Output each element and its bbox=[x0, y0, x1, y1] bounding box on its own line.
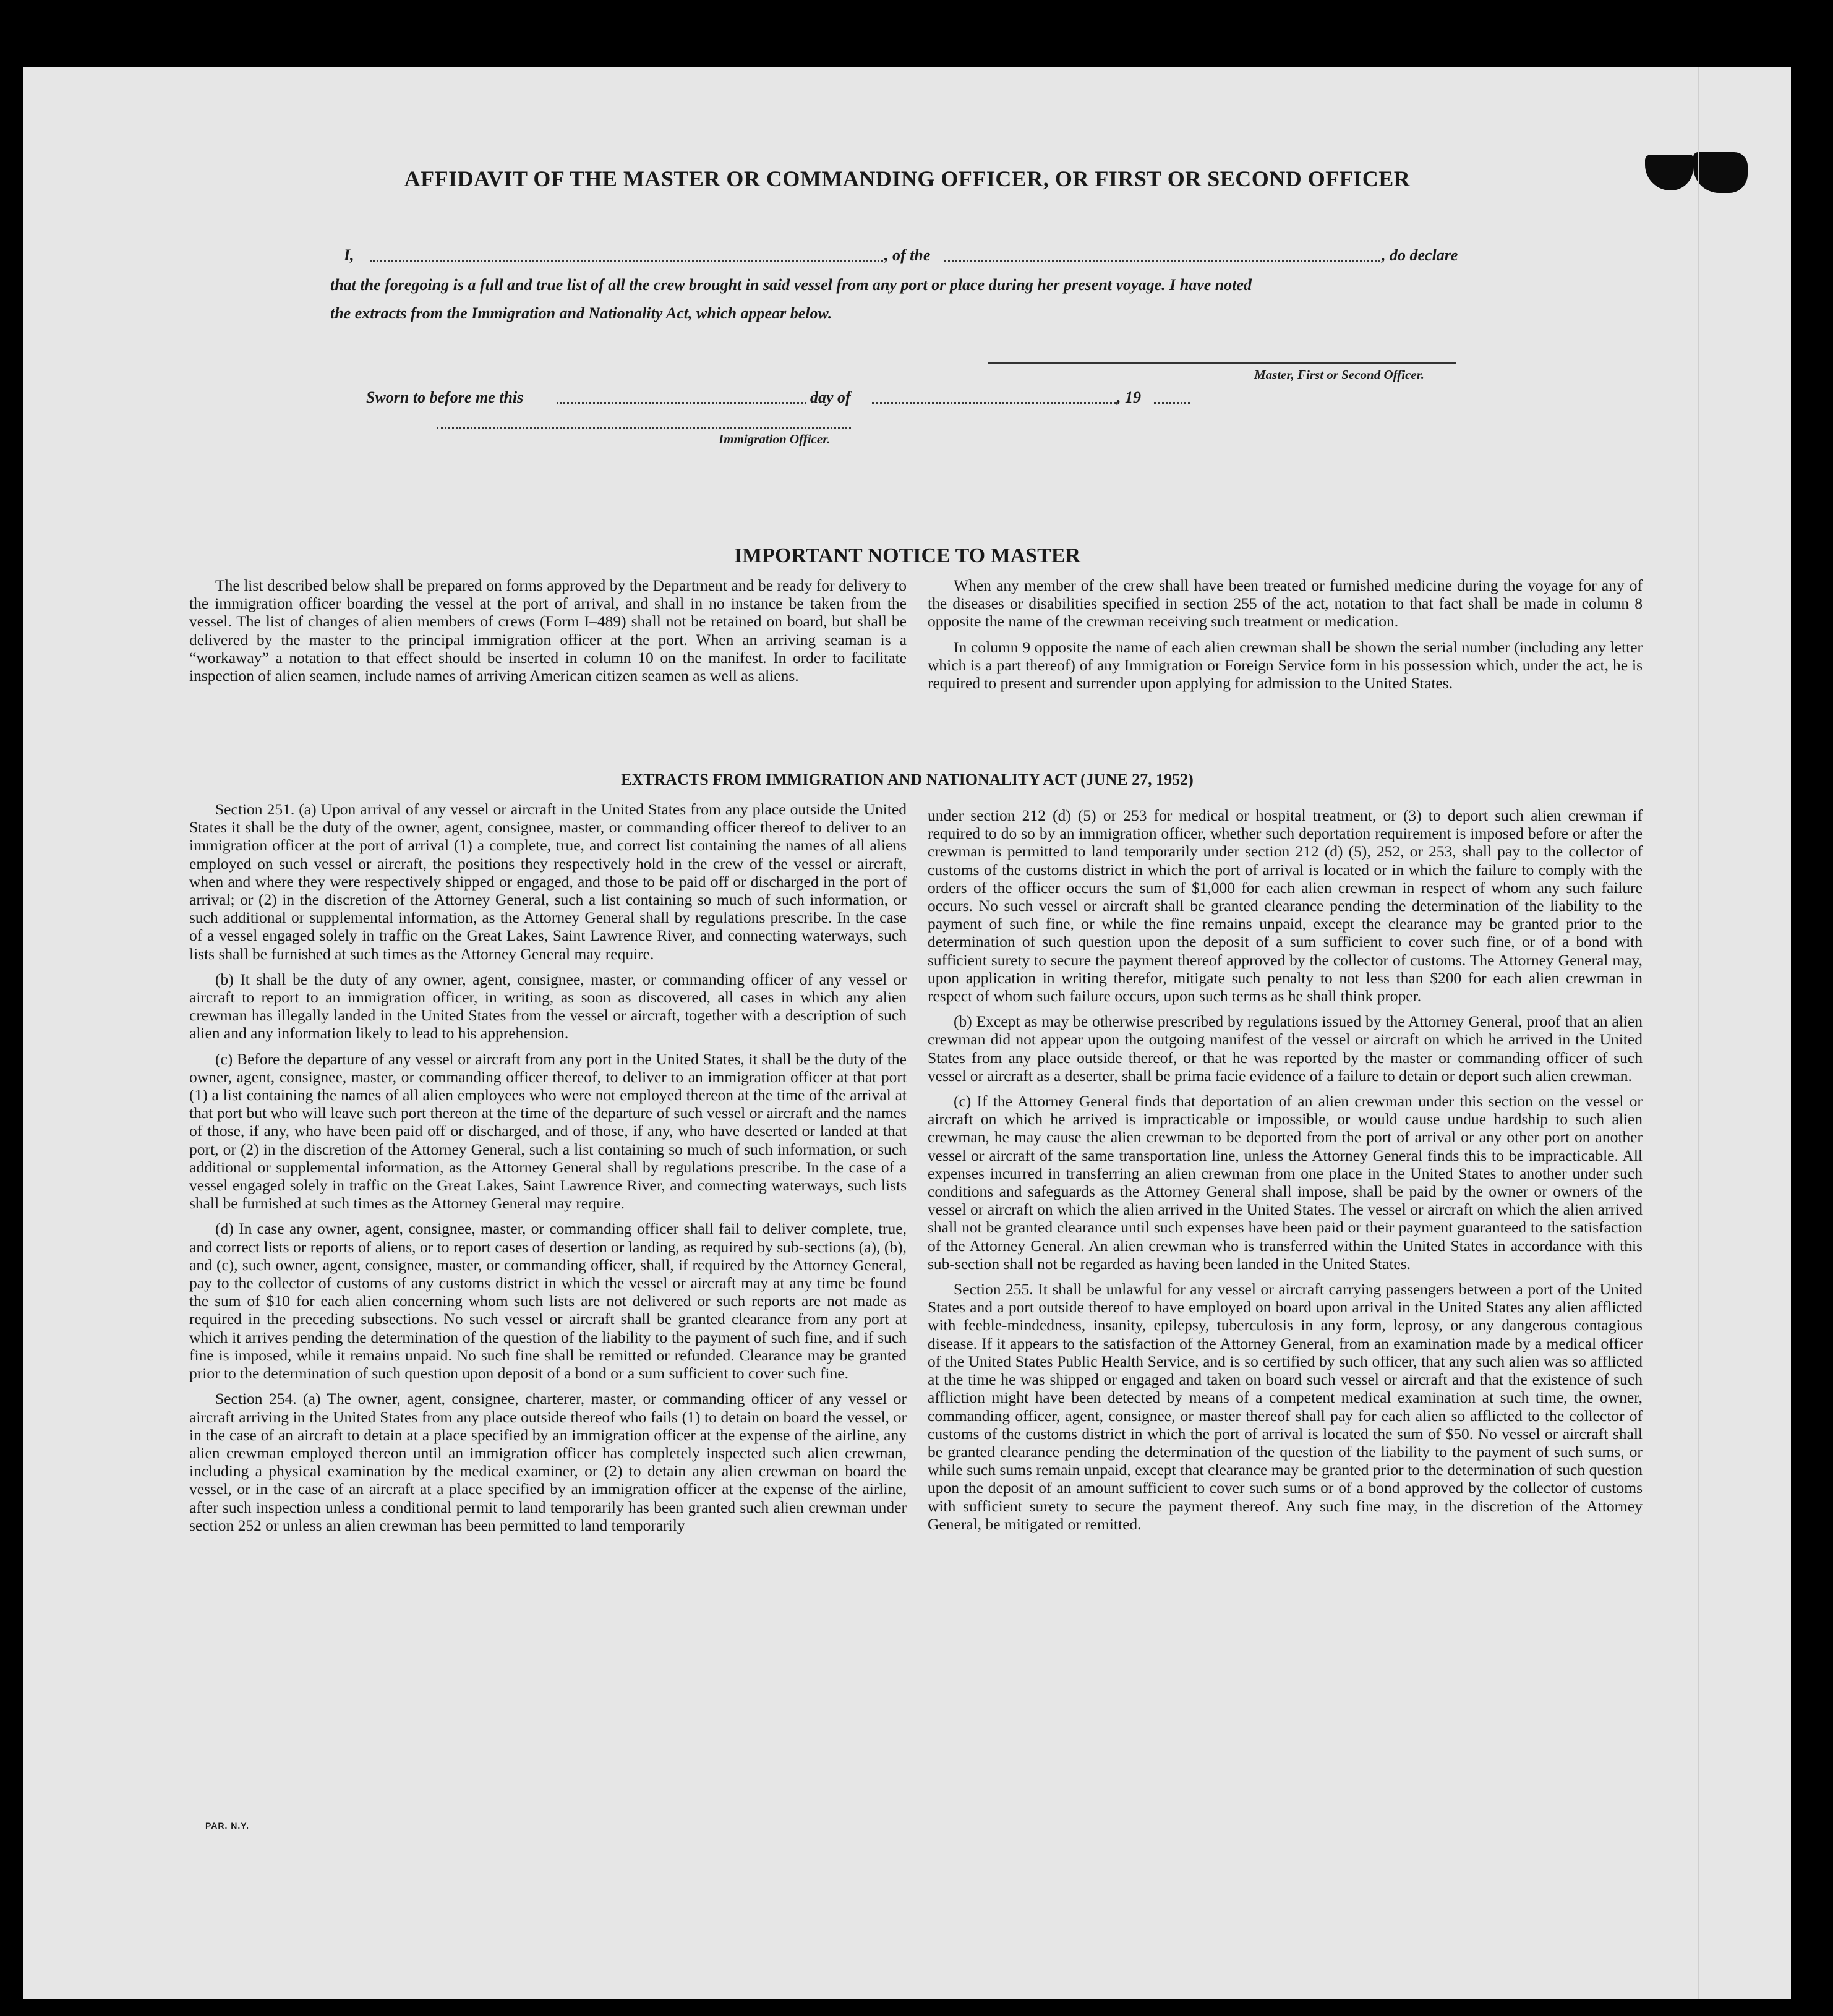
section-254-a: Section 254. (a) The owner, agent, consignee, charterer, master, or commanding officer of any vessel or aircraft arriving in the United States from any place outside thereof who fails (1) to detain on board the vessel, or in the case of an aircraft to detain at a place specified by an immigration officer at the expense of the airline, any alien crewman employed thereon until an immigration officer has completely inspected such alien crewman, including a physical examination by the medical examiner, or (2) to detain any alien crewman on board the vessel, or in the case of an aircraft at a place specified by an immigration officer at the expense of the airline, after such inspection unless a conditional permit to land temporarily has been granted such alien crewman under section 252 or unless an alien crewman has been permitted to land temporarily bbox=[189, 1390, 907, 1534]
name-blank[interactable] bbox=[370, 260, 883, 262]
section-255: Section 255. It shall be unlawful for any vessel or aircraft carrying passengers between a port of the United States and a port outside thereof to have employed on board upon arrival in the United States any alien afflicted with feeble-mindedness, insanity, epilepsy, tuberculosis in any form, leprosy, or any dangerous contagious disease. If it appears to the satisfaction of the Attorney General, from an examination made by a medical officer of the United States Public Health Service, and is so certified by such officer, that any such alien was so afflicted at the time he was shipped or engaged and taken on board such vessel or aircraft and that the existence of such affliction might have been detected by means of a competent medical examination at such time, the owner, commanding officer, agent, consignee, or master thereof shall pay for each alien so afflicted to the collector of customs of the customs district in which the port of arrival is located the sum of $50. No vessel or aircraft shall be granted clearance pending the determination of the question of the liability to the payment of such sums, or while such sums remain unpaid, except that clearance may be granted prior to the determination of such question upon the deposit of an amount sufficient to cover such sums or of a bond approved by the collector of customs with sufficient surety to secure the payment thereof. Any such fine may, in the discretion of the Attorney General, be mitigated or remitted. bbox=[928, 1280, 1643, 1533]
section-254-b: (b) Except as may be otherwise prescribed by regulations issued by the Attorney General, proof that an alien crewman did not appear upon the outgoing manifest of the vessel or aircraft on which he arrived in the United States from any place outside thereof, or that he was reported by the master or commanding officer of such vessel or aircraft as a deserter, shall be prima facie evidence of a failure to detain or deport such alien crewman. bbox=[928, 1012, 1643, 1085]
affidavit-title: AFFIDAVIT OF THE MASTER OR COMMANDING OFFICER, OR FIRST OR SECOND OFFICER bbox=[404, 166, 1411, 191]
sworn-month-blank[interactable] bbox=[872, 402, 1117, 404]
extracts-right-column bbox=[928, 806, 1643, 1540]
notice-left-column bbox=[189, 576, 907, 692]
declaration-do-declare: , do declare bbox=[1382, 246, 1458, 264]
section-251-b: (b) It shall be the duty of any owner, agent, consignee, master, or commanding officer of any vessel or aircraft to report to an immigration officer, in writing, as soon as discovered, all cases in which any alien crewman has illegally landed in the United States from the vessel or aircraft, together with a description of such alien and any information likely to lead to his apprehension. bbox=[189, 970, 907, 1043]
vessel-blank[interactable] bbox=[944, 260, 1380, 262]
declaration-i: I, bbox=[344, 246, 354, 264]
sworn-year: , 19 bbox=[1117, 388, 1141, 406]
immigration-officer-caption: Immigration Officer. bbox=[719, 432, 831, 446]
sworn-date-blank[interactable] bbox=[557, 402, 806, 404]
section-251-d: (d) In case any owner, agent, consignee, master, or commanding officer shall fail to deliver complete, true, and correct lists or reports of aliens, or to report cases of desertion or landing, as required by sub-sections (a), (b), and (c), such owner, agent, consignee, master, or commanding officer, shall, if required by the Attorney General, pay to the collector of customs of any customs district in which the vessel or aircraft may at any time be found the sum of $10 for each alien concerning whom such lists are not delivered or such reports are not made as required in the preceding subsections. No such vessel or aircraft shall be granted clearance from any port at which it arrives pending the determination of the question of the liability to the payment of such fine, and if such fine is imposed, while it remains unpaid. No such fine shall be remitted or refunded. Clearance may be granted prior to the determination of such question upon deposit of a bond or a sum sufficient to cover such fine. bbox=[189, 1219, 907, 1383]
section-251-a: Section 251. (a) Upon arrival of any vessel or aircraft in the United States from any place outside the United States it shall be the duty of the owner, agent, consignee, master, or commanding officer thereof to deliver to an immigration officer at the port of arrival (1) a complete, true, and correct list containing the names of all aliens employed on such vessel or aircraft, the positions they respectively hold in the crew of the vessel or aircraft, when and where they were respectively shipped or engaged, and those to be paid off or discharged in the port of arrival; or (2) in the discretion of the Attorney General, such a list containing so much of such information, or such additional or supplemental information, as the Attorney General shall by regulations prescribe. In the case of a vessel engaged solely in traffic on the Great Lakes, Saint Lawrence River, and connecting waterways, such lists shall be furnished at such times as the Attorney General may require. bbox=[189, 800, 907, 963]
sworn-day-of: day of bbox=[810, 388, 851, 406]
immigration-officer-signature-line[interactable] bbox=[437, 427, 851, 429]
sworn-prefix: Sworn to before me this bbox=[366, 388, 524, 406]
master-signature-line[interactable] bbox=[988, 362, 1456, 364]
notice-left-paragraph: The list described below shall be prepared on forms approved by the Department and be ready for delivery to the immigration officer boarding the vessel at the port of arrival, and shall in no instance be taken from the vessel. The list of changes of alien members of crews (Form I–489) shall not be retained on board, but shall be delivered by the master to the principal immigration officer at the port. When an arriving seaman is a “workaway” a notation to that effect should be inserted in column 10 on the manifest. In order to facilitate inspection of alien seamen, include names of arriving American citizen seamen as well as aliens. bbox=[189, 576, 907, 685]
printer-mark: PAR. N.Y. bbox=[205, 1821, 249, 1830]
section-251-c: (c) Before the departure of any vessel or aircraft from any port in the United States, it shall be the duty of the owner, agent, consignee, master, or commanding officer thereof, to deliver to an immigration officer at that port (1) a list containing the names of all alien employees who were not employed thereon at the time of the arrival at that port but who will leave such port thereon at the time of the departure of such vessel or aircraft and the names of those, if any, who have been paid off or discharged, and of those, if any, who have deserted or landed at that port, or (2) in the discretion of the Attorney General, such a list containing so much of such information, or such additional or supplemental information, as the Attorney General shall by regulations prescribe. In the case of a vessel engaged solely in traffic on the Great Lakes, Saint Lawrence River, and connecting waterways, such lists shall be furnished at such times as the Attorney General may require. bbox=[189, 1049, 907, 1213]
extracts-left-column bbox=[189, 800, 907, 1542]
notice-title: IMPORTANT NOTICE TO MASTER bbox=[733, 544, 1081, 567]
document-page bbox=[24, 67, 1791, 1999]
declaration-line-2: that the foregoing is a full and true list of all the crew brought in said vessel from any port or place during her present voyage. I have noted bbox=[330, 276, 1252, 294]
declaration-of-the: , of the bbox=[884, 246, 931, 264]
notice-right-paragraph-1: When any member of the crew shall have been treated or furnished medicine during the voyage for any of the diseases or disabilities specified in section 255 of the act, notation to that fact shall be made in column 8 opposite the name of the crewman receiving such treatment or medication. bbox=[928, 576, 1643, 631]
declaration-line-3: the extracts from the Immigration and Nationality Act, which appear below. bbox=[330, 304, 832, 322]
fold-line bbox=[1698, 67, 1699, 1999]
notice-right-column bbox=[928, 576, 1643, 699]
master-caption: Master, First or Second Officer. bbox=[1254, 367, 1424, 382]
sworn-year-blank[interactable] bbox=[1154, 402, 1190, 404]
extracts-title: EXTRACTS FROM IMMIGRATION AND NATIONALITY ACT (JUNE 27, 1952) bbox=[621, 771, 1194, 788]
notice-right-paragraph-2: In column 9 opposite the name of each alien crewman shall be shown the serial number (including any letter which is a part thereof) of any Immigration or Foreign Service form in his possession which, under the act, he is required to present and surrender upon applying for admission to the United States. bbox=[928, 638, 1643, 693]
section-254-c: (c) If the Attorney General finds that deportation of an alien crewman under this section on the vessel or aircraft on which he arrived is impracticable or impossible, or would cause undue hardship to such alien crewman, he may cause the alien crewman to be deported from the port of arrival or any other port on another vessel or aircraft of the same transportation line, unless the Attorney General finds this to be impracticable. All expenses incurred in transferring an alien crewman from one place in the United States to another under such conditions and safeguards as the Attorney General shall impose, shall be paid by the owner or owners of the vessel or aircraft on which the alien arrived in the United States. The vessel or aircraft on which the alien arrived shall not be granted clearance until such expenses have been paid or their payment guaranteed to the satisfaction of the Attorney General. An alien crewman who is transferred within the United States in accordance with this sub-section shall not be regarded as having been landed in the United States. bbox=[928, 1092, 1643, 1273]
section-254-a-continued: under section 212 (d) (5) or 253 for medical or hospital treatment, or (3) to deport such alien crewman if required to do so by an immigration officer, whether such deportation requirement is imposed before or after the crewman is permitted to land temporarily under section 212 (d) (5), 252, or 253, shall pay to the collector of customs of the customs district in which the port of arrival is located or in which the failure to comply with the orders of the officer occurs the sum of $1,000 for each alien crewman in respect of whom any such failure occurs. No such vessel or aircraft shall be granted clearance pending the determination of the liability to the payment of such fine, or while the fine remains unpaid, except the clearance may be granted prior to the determination of such question upon the deposit of a sum sufficient to cover such fine, or of a bond with sufficient surety to secure the payment thereof approved by the collector of customs. The Attorney General may, upon application in writing therefor, mitigate such penalty to not less than $200 for each alien crewman in respect of whom such failure occurs, upon such terms as he shall think proper. bbox=[928, 806, 1643, 1006]
